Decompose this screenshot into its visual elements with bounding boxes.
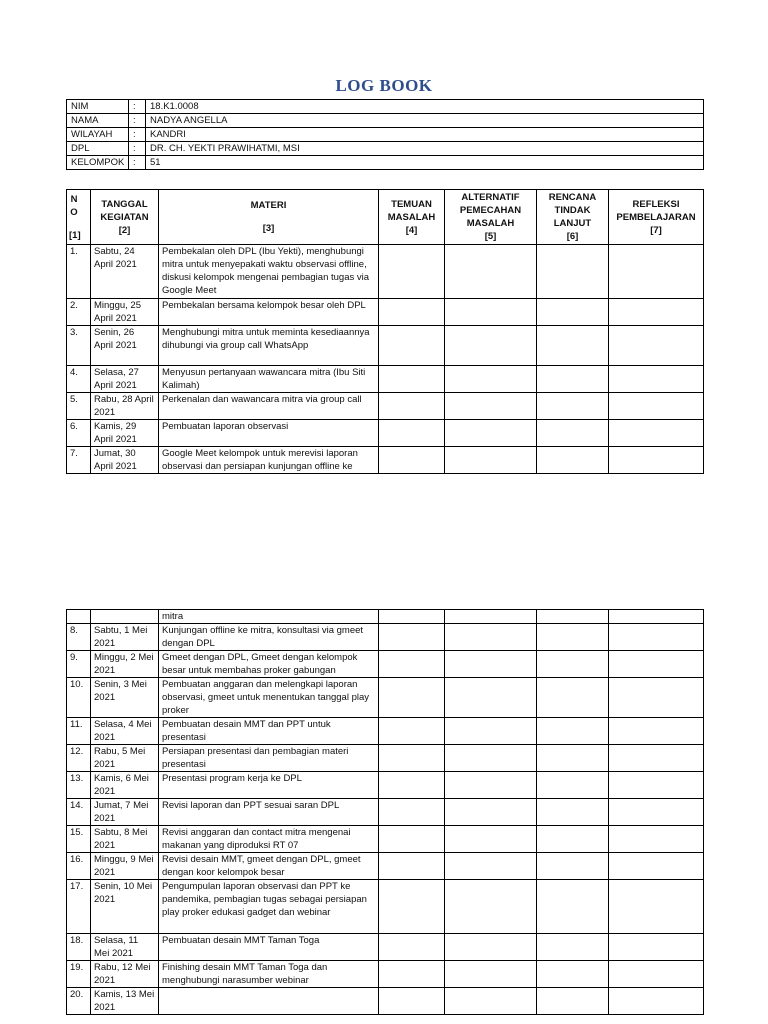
cell-empty bbox=[379, 624, 445, 651]
identity-sep: : bbox=[129, 114, 146, 128]
cell-no: 18. bbox=[67, 934, 91, 961]
cell-empty bbox=[445, 447, 537, 474]
cell-no: 20. bbox=[67, 988, 91, 1015]
table-row bbox=[67, 651, 704, 678]
cell-empty bbox=[609, 772, 704, 799]
cell-empty bbox=[379, 745, 445, 772]
table-row bbox=[67, 299, 704, 326]
cell-materi: Menghubungi mitra untuk meminta kesediaannya dihubungi via group call WhatsApp bbox=[159, 326, 379, 366]
identity-row bbox=[67, 100, 704, 114]
cell-materi: Pengumpulan laporan observasi dan PPT ke pandemika, pembagian tugas sebagai persiapan play proker edukasi gadget dan webinar bbox=[159, 880, 379, 934]
table-row bbox=[67, 366, 704, 393]
cell-tanggal: Sabtu, 8 Mei 2021 bbox=[91, 826, 159, 853]
identity-label: WILAYAH bbox=[67, 128, 129, 142]
cell-empty bbox=[609, 366, 704, 393]
cell-empty bbox=[537, 718, 609, 745]
table-row bbox=[67, 799, 704, 826]
cell-empty bbox=[537, 826, 609, 853]
cell-empty bbox=[609, 718, 704, 745]
cell-empty bbox=[537, 678, 609, 718]
cell-empty bbox=[379, 826, 445, 853]
cell-empty bbox=[609, 610, 704, 624]
table-row bbox=[67, 772, 704, 799]
cell-tanggal: Sabtu, 1 Mei 2021 bbox=[91, 624, 159, 651]
cell-no: 10. bbox=[67, 678, 91, 718]
cell-empty bbox=[445, 326, 537, 366]
cell-materi: Persiapan presentasi dan pembagian materi presentasi bbox=[159, 745, 379, 772]
cell-materi bbox=[159, 988, 379, 1015]
identity-value: DR. CH. YEKTI PRAWIHATMI, MSI bbox=[146, 142, 704, 156]
table-row bbox=[67, 718, 704, 745]
cell-empty bbox=[445, 772, 537, 799]
cell-empty bbox=[609, 678, 704, 718]
cell-empty bbox=[537, 393, 609, 420]
table-header-row bbox=[67, 190, 704, 245]
table-row bbox=[67, 678, 704, 718]
cell-empty bbox=[537, 772, 609, 799]
identity-sep: : bbox=[129, 156, 146, 170]
cell-tanggal: Selasa, 27 April 2021 bbox=[91, 366, 159, 393]
cell-no: 3. bbox=[67, 326, 91, 366]
cell-empty bbox=[537, 799, 609, 826]
cell-materi: Revisi laporan dan PPT sesuai saran DPL bbox=[159, 799, 379, 826]
table-row bbox=[67, 326, 704, 366]
cell-empty bbox=[379, 610, 445, 624]
cell-empty bbox=[537, 610, 609, 624]
cell-materi: Finishing desain MMT Taman Toga dan menghubungi narasumber webinar bbox=[159, 961, 379, 988]
cell-empty bbox=[537, 961, 609, 988]
cell-empty bbox=[445, 366, 537, 393]
cell-empty bbox=[379, 326, 445, 366]
table-row bbox=[67, 826, 704, 853]
table-row bbox=[67, 447, 704, 474]
cell-empty bbox=[445, 799, 537, 826]
cell-no bbox=[67, 610, 91, 624]
cell-materi: Perkenalan dan wawancara mitra via group call bbox=[159, 393, 379, 420]
cell-materi: Revisi anggaran dan contact mitra mengenai makanan yang diproduksi RT 07 bbox=[159, 826, 379, 853]
cell-empty bbox=[609, 799, 704, 826]
identity-value: 18.K1.0008 bbox=[146, 100, 704, 114]
cell-empty bbox=[537, 299, 609, 326]
cell-empty bbox=[609, 961, 704, 988]
cell-empty bbox=[609, 245, 704, 299]
identity-row bbox=[67, 128, 704, 142]
cell-no: 6. bbox=[67, 420, 91, 447]
cell-empty bbox=[445, 299, 537, 326]
cell-empty bbox=[379, 961, 445, 988]
cell-no: 5. bbox=[67, 393, 91, 420]
cell-no: 17. bbox=[67, 880, 91, 934]
cell-materi: Kunjungan offline ke mitra, konsultasi via gmeet dengan DPL bbox=[159, 624, 379, 651]
table-row bbox=[67, 610, 704, 624]
cell-materi: Pembuatan desain MMT Taman Toga bbox=[159, 934, 379, 961]
cell-no: 19. bbox=[67, 961, 91, 988]
cell-no: 7. bbox=[67, 447, 91, 474]
cell-tanggal: Rabu, 5 Mei 2021 bbox=[91, 745, 159, 772]
identity-value: NADYA ANGELLA bbox=[146, 114, 704, 128]
table-row bbox=[67, 880, 704, 934]
table-row bbox=[67, 245, 704, 299]
header-refleksi: REFLEKSI PEMBELAJARAN [7] bbox=[609, 190, 704, 245]
cell-no: 9. bbox=[67, 651, 91, 678]
cell-empty bbox=[445, 610, 537, 624]
cell-empty bbox=[609, 745, 704, 772]
cell-no: 11. bbox=[67, 718, 91, 745]
cell-materi: Pembuatan laporan observasi bbox=[159, 420, 379, 447]
identity-label: DPL bbox=[67, 142, 129, 156]
cell-no: 14. bbox=[67, 799, 91, 826]
cell-materi: Pembuatan desain MMT dan PPT untuk presentasi bbox=[159, 718, 379, 745]
cell-empty bbox=[445, 245, 537, 299]
identity-sep: : bbox=[129, 142, 146, 156]
table-row bbox=[67, 961, 704, 988]
page-title: LOG BOOK bbox=[335, 76, 433, 95]
cell-empty bbox=[379, 678, 445, 718]
cell-tanggal: Kamis, 6 Mei 2021 bbox=[91, 772, 159, 799]
cell-empty bbox=[379, 988, 445, 1015]
cell-empty bbox=[537, 934, 609, 961]
cell-empty bbox=[445, 826, 537, 853]
cell-empty bbox=[609, 934, 704, 961]
identity-value: KANDRI bbox=[146, 128, 704, 142]
cell-materi: Presentasi program kerja ke DPL bbox=[159, 772, 379, 799]
table-row bbox=[67, 745, 704, 772]
cell-empty bbox=[445, 934, 537, 961]
cell-materi: mitra bbox=[159, 610, 379, 624]
cell-no: 2. bbox=[67, 299, 91, 326]
logbook-table-page1 bbox=[66, 189, 704, 474]
cell-materi: Google Meet kelompok untuk merevisi laporan observasi dan persiapan kunjungan offline ke bbox=[159, 447, 379, 474]
cell-empty bbox=[445, 420, 537, 447]
cell-empty bbox=[445, 718, 537, 745]
table-row bbox=[67, 393, 704, 420]
table-row bbox=[67, 624, 704, 651]
cell-no: 15. bbox=[67, 826, 91, 853]
cell-empty bbox=[537, 326, 609, 366]
cell-materi: Gmeet dengan DPL, Gmeet dengan kelompok besar untuk membahas proker gabungan bbox=[159, 651, 379, 678]
cell-materi: Menyusun pertanyaan wawancara mitra (Ibu Siti Kalimah) bbox=[159, 366, 379, 393]
cell-empty bbox=[445, 624, 537, 651]
logbook-table-page2 bbox=[66, 609, 704, 1015]
cell-empty bbox=[609, 651, 704, 678]
identity-sep: : bbox=[129, 100, 146, 114]
cell-empty bbox=[609, 420, 704, 447]
cell-empty bbox=[379, 772, 445, 799]
header-temuan: TEMUAN MASALAH [4] bbox=[379, 190, 445, 245]
cell-empty bbox=[445, 988, 537, 1015]
cell-empty bbox=[537, 366, 609, 393]
header-rencana: RENCANA TINDAK LANJUT [6] bbox=[537, 190, 609, 245]
cell-tanggal: Kamis, 13 Mei 2021 bbox=[91, 988, 159, 1015]
cell-tanggal: Rabu, 12 Mei 2021 bbox=[91, 961, 159, 988]
identity-table bbox=[66, 99, 704, 170]
cell-empty bbox=[537, 880, 609, 934]
cell-empty bbox=[379, 393, 445, 420]
identity-row bbox=[67, 142, 704, 156]
cell-empty bbox=[445, 745, 537, 772]
cell-empty bbox=[379, 853, 445, 880]
cell-empty bbox=[609, 853, 704, 880]
table-row bbox=[67, 853, 704, 880]
cell-empty bbox=[537, 420, 609, 447]
cell-empty bbox=[379, 934, 445, 961]
cell-empty bbox=[609, 880, 704, 934]
header-tanggal: TANGGAL KEGIATAN [2] bbox=[91, 190, 159, 245]
cell-tanggal: Minggu, 9 Mei 2021 bbox=[91, 853, 159, 880]
cell-tanggal: Jumat, 7 Mei 2021 bbox=[91, 799, 159, 826]
cell-tanggal: Selasa, 11 Mei 2021 bbox=[91, 934, 159, 961]
cell-no: 13. bbox=[67, 772, 91, 799]
identity-label: NAMA bbox=[67, 114, 129, 128]
cell-empty bbox=[379, 651, 445, 678]
cell-empty bbox=[445, 853, 537, 880]
cell-empty bbox=[379, 880, 445, 934]
cell-empty bbox=[379, 245, 445, 299]
cell-empty bbox=[445, 393, 537, 420]
cell-empty bbox=[445, 651, 537, 678]
cell-empty bbox=[379, 718, 445, 745]
cell-tanggal: Senin, 3 Mei 2021 bbox=[91, 678, 159, 718]
cell-empty bbox=[445, 961, 537, 988]
cell-no: 16. bbox=[67, 853, 91, 880]
cell-tanggal: Sabtu, 24 April 2021 bbox=[91, 245, 159, 299]
cell-empty bbox=[609, 624, 704, 651]
table-row bbox=[67, 988, 704, 1015]
cell-empty bbox=[537, 447, 609, 474]
cell-empty bbox=[537, 624, 609, 651]
cell-empty bbox=[609, 326, 704, 366]
cell-empty bbox=[379, 420, 445, 447]
identity-value: 51 bbox=[146, 156, 704, 170]
table-row bbox=[67, 420, 704, 447]
cell-empty bbox=[609, 988, 704, 1015]
cell-empty bbox=[445, 880, 537, 934]
cell-no: 8. bbox=[67, 624, 91, 651]
table-row bbox=[67, 934, 704, 961]
identity-sep: : bbox=[129, 128, 146, 142]
cell-tanggal bbox=[91, 610, 159, 624]
cell-empty bbox=[537, 988, 609, 1015]
cell-empty bbox=[609, 299, 704, 326]
cell-empty bbox=[537, 245, 609, 299]
cell-empty bbox=[445, 678, 537, 718]
cell-tanggal: Minggu, 25 April 2021 bbox=[91, 299, 159, 326]
identity-row bbox=[67, 114, 704, 128]
cell-materi: Revisi desain MMT, gmeet dengan DPL, gmeet dengan koor kelompok besar bbox=[159, 853, 379, 880]
cell-tanggal: Minggu, 2 Mei 2021 bbox=[91, 651, 159, 678]
identity-label: NIM bbox=[67, 100, 129, 114]
identity-label: KELOMPOK bbox=[67, 156, 129, 170]
cell-no: 1. bbox=[67, 245, 91, 299]
header-no: N O [1] bbox=[67, 190, 91, 245]
identity-row bbox=[67, 156, 704, 170]
cell-materi: Pembekalan bersama kelompok besar oleh DPL bbox=[159, 299, 379, 326]
cell-tanggal: Jumat, 30 April 2021 bbox=[91, 447, 159, 474]
cell-empty bbox=[537, 651, 609, 678]
cell-empty bbox=[537, 853, 609, 880]
cell-tanggal: Senin, 10 Mei 2021 bbox=[91, 880, 159, 934]
header-materi: MATERI [3] bbox=[159, 190, 379, 245]
cell-empty bbox=[537, 745, 609, 772]
cell-tanggal: Selasa, 4 Mei 2021 bbox=[91, 718, 159, 745]
cell-materi: Pembuatan anggaran dan melengkapi laporan observasi, gmeet untuk menentukan tanggal play proker bbox=[159, 678, 379, 718]
cell-no: 4. bbox=[67, 366, 91, 393]
cell-empty bbox=[609, 447, 704, 474]
cell-materi: Pembekalan oleh DPL (Ibu Yekti), menghubungi mitra untuk menyepakati waktu observasi offline, diskusi kelompok mengenai pembagian tugas via Google Meet bbox=[159, 245, 379, 299]
cell-empty bbox=[379, 299, 445, 326]
cell-empty bbox=[379, 366, 445, 393]
cell-empty bbox=[379, 799, 445, 826]
cell-tanggal: Rabu, 28 April 2021 bbox=[91, 393, 159, 420]
header-alternatif: ALTERNATIF PEMECAHAN MASALAH [5] bbox=[445, 190, 537, 245]
cell-empty bbox=[609, 393, 704, 420]
cell-tanggal: Senin, 26 April 2021 bbox=[91, 326, 159, 366]
cell-no: 12. bbox=[67, 745, 91, 772]
cell-empty bbox=[379, 447, 445, 474]
cell-tanggal: Kamis, 29 April 2021 bbox=[91, 420, 159, 447]
cell-empty bbox=[609, 826, 704, 853]
